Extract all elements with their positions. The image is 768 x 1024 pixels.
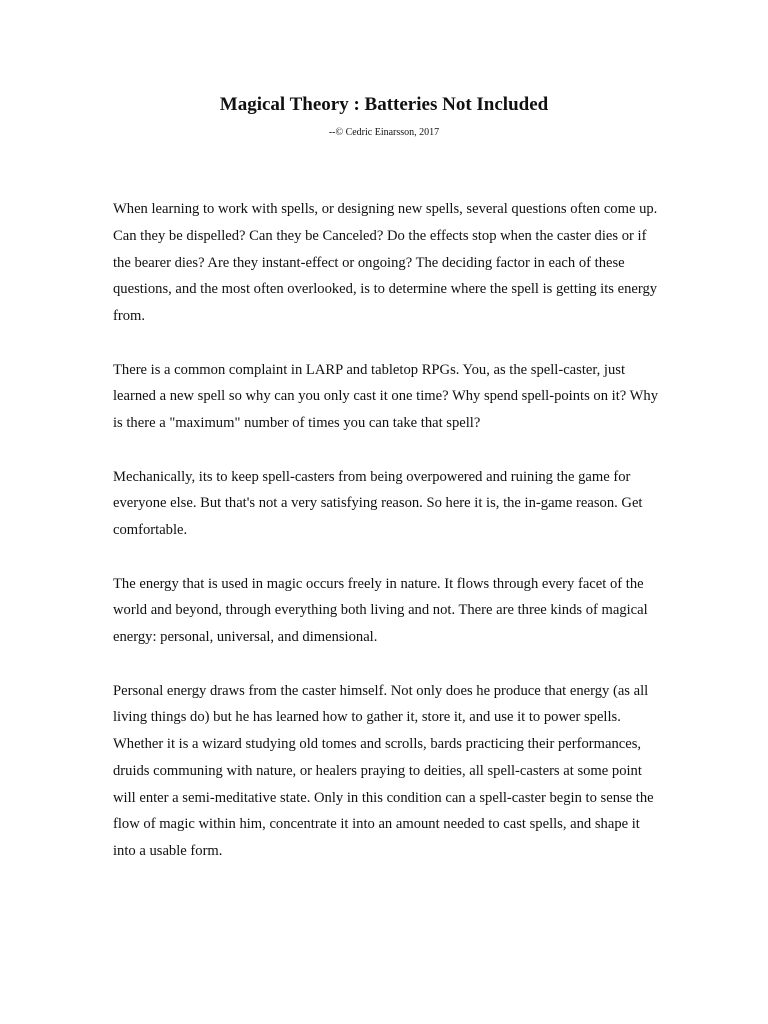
document-byline: --© Cedric Einarsson, 2017 bbox=[328, 127, 440, 138]
paragraph-5: Personal energy draws from the caster himself. Not only does he produce that energy (as all living things do) but he has learned how to gather it, store it, and use it to power spells. Whether it is a wizard studying old tomes and scrolls, bards practicing their performances, druids communing with nature, or healers praying to deities, all spell-casters at some point will enter a semi-meditative state. Only in this condition can a spell-caster begin to sense the flow of magic within him, concentrate it into an amount needed to cast spells, and shape it into a usable form. bbox=[113, 682, 654, 859]
document-body bbox=[113, 196, 661, 892]
paragraph-4: The energy that is used in magic occurs freely in nature. It flows through every facet of the world and beyond, through everything both living and not. There are three kinds of magical energy: personal, universal, and dimensional. bbox=[113, 575, 648, 645]
paragraph-3: Mechanically, its to keep spell-casters from being overpowered and ruining the game for everyone else. But that's not a very satisfying reason. So here it is, the in-game reason. Get comfortable. bbox=[113, 468, 643, 538]
paragraph-1: When learning to work with spells, or designing new spells, several questions often come up. Can they be dispelled? Can they be Canceled? Do the effects stop when the caster dies or if the bearer dies? Are they instant-effect or ongoing? The deciding factor in each of these questions, and the most often overlooked, is to determine where the spell is getting its energy from. bbox=[113, 201, 658, 324]
document-title: Magical Theory : Batteries Not Included bbox=[219, 94, 549, 115]
paragraph-2: There is a common complaint in LARP and tabletop RPGs. You, as the spell-caster, just learned a new spell so why can you only cast it one time? Why spend spell-points on it? Why is there a "maximum" number of times you can take that spell? bbox=[113, 361, 658, 431]
